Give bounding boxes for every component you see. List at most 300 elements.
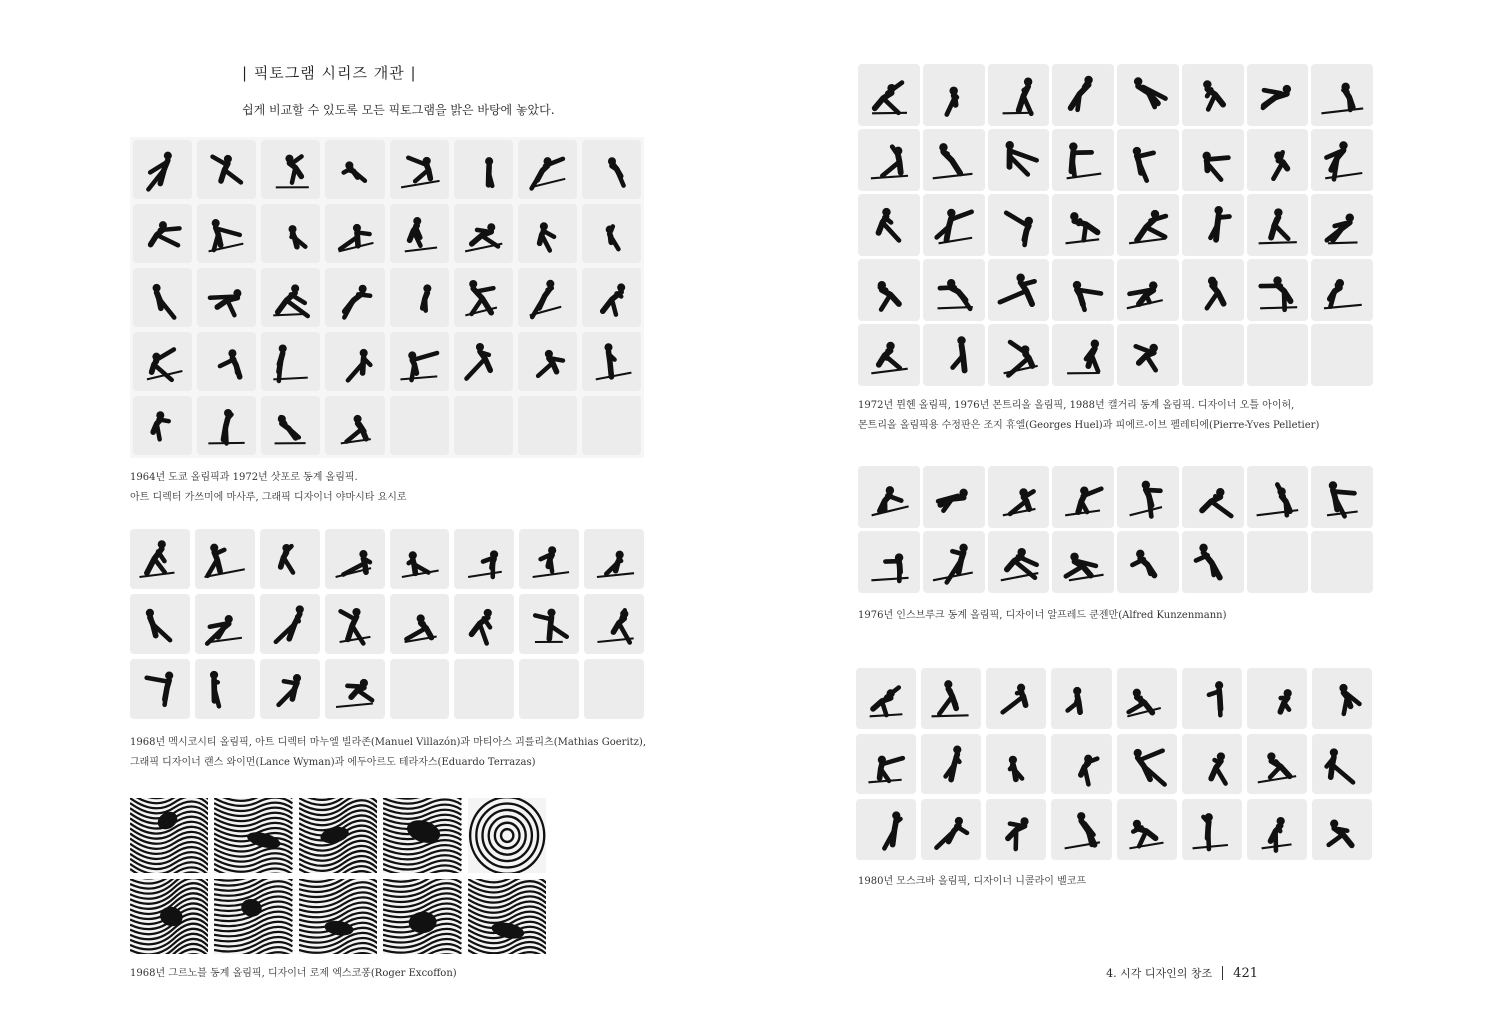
munich-pictogram-17 <box>858 194 920 256</box>
munich-empty-cell <box>1247 324 1309 386</box>
tokyo-pictogram-27 <box>261 332 320 391</box>
innsbruck-pictogram-icon <box>1189 473 1236 520</box>
moscow-pictogram-3 <box>986 668 1046 729</box>
moscow-pictogram-5 <box>1117 668 1177 729</box>
innsbruck-pictogram-icon <box>1319 473 1366 520</box>
mexico-pictogram-grid <box>130 529 644 719</box>
innsbruck-pictogram-9 <box>858 531 920 593</box>
grenoble-pictogram-4 <box>383 798 461 873</box>
tokyo-pictogram-34 <box>197 396 256 455</box>
tokyo-pictogram-icon <box>461 211 506 256</box>
grenoble-pictogram-icon <box>130 879 208 954</box>
grenoble-pictogram-icon <box>383 798 461 873</box>
munich-pictogram-icon <box>865 136 912 183</box>
moscow-pictogram-13 <box>1117 734 1177 795</box>
page-heading: | 픽토그램 시리즈 개관 | <box>242 64 417 82</box>
munich-pictogram-16 <box>1311 129 1373 191</box>
innsbruck-pictogram-icon <box>865 538 912 585</box>
tokyo-pictogram-22 <box>454 268 513 327</box>
munich-pictogram-18 <box>923 194 985 256</box>
tokyo-pictogram-icon <box>397 275 442 320</box>
moscow-pictogram-18 <box>921 799 981 860</box>
tokyo-pictogram-35 <box>261 396 320 455</box>
tokyo-pictogram-31 <box>518 332 577 391</box>
mexico-empty-cell <box>519 659 579 719</box>
innsbruck-pictogram-12 <box>1052 531 1114 593</box>
mexico-pictogram-10 <box>195 594 255 654</box>
tokyo-empty-cell <box>582 396 641 455</box>
munich-pictogram-37 <box>1182 194 1244 256</box>
tokyo-pictogram-icon <box>204 339 249 384</box>
tokyo-pictogram-icon <box>332 275 377 320</box>
moscow-pictogram-icon <box>1319 741 1365 787</box>
tokyo-empty-cell <box>390 396 449 455</box>
mexico-pictogram-icon <box>137 601 183 647</box>
tokyo-pictogram-icon <box>397 211 442 256</box>
moscow-pictogram-icon <box>1189 807 1235 853</box>
tokyo-pictogram-13 <box>390 204 449 263</box>
munich-pictogram-20 <box>1052 194 1114 256</box>
munich-pictogram-27 <box>1311 259 1373 321</box>
tokyo-pictogram-19 <box>261 268 320 327</box>
moscow-pictogram-icon <box>993 741 1039 787</box>
innsbruck-pictogram-6 <box>1182 466 1244 528</box>
munich-pictogram-icon <box>930 266 977 313</box>
tokyo-pictogram-icon <box>204 275 249 320</box>
tokyo-pictogram-icon <box>268 403 313 448</box>
moscow-pictogram-8 <box>1312 668 1372 729</box>
innsbruck-pictogram-1 <box>858 466 920 528</box>
moscow-caption <box>858 872 1086 892</box>
moscow-pictogram-icon <box>1254 675 1300 721</box>
munich-pictogram-1 <box>858 64 920 126</box>
tokyo-caption <box>130 468 407 508</box>
tokyo-pictogram-icon <box>332 147 377 192</box>
munich-pictogram-icon <box>1060 331 1107 378</box>
tokyo-pictogram-20 <box>325 268 384 327</box>
innsbruck-pictogram-icon <box>865 473 912 520</box>
moscow-pictogram-grid <box>856 668 1372 860</box>
munich-pictogram-icon <box>995 201 1042 248</box>
moscow-caption-line1: 1980년 모스크바 올림픽, 디자이너 니콜라이 벨코프 <box>858 876 1087 887</box>
tokyo-pictogram-23 <box>518 268 577 327</box>
tokyo-pictogram-11 <box>261 204 320 263</box>
moscow-pictogram-1 <box>856 668 916 729</box>
munich-pictogram-icon <box>1254 136 1301 183</box>
munich-pictogram-36 <box>1247 194 1309 256</box>
munich-pictogram-30 <box>1117 259 1179 321</box>
moscow-pictogram-icon <box>1254 807 1300 853</box>
munich-pictogram-8 <box>1311 64 1373 126</box>
tokyo-pictogram-24 <box>582 268 641 327</box>
innsbruck-pictogram-14 <box>1182 531 1244 593</box>
munich-pictogram-19 <box>988 194 1050 256</box>
mexico-pictogram-19 <box>260 659 320 719</box>
munich-pictogram-icon <box>1319 201 1366 248</box>
mexico-pictogram-9 <box>130 594 190 654</box>
tokyo-pictogram-33 <box>133 396 192 455</box>
moscow-pictogram-icon <box>928 741 974 787</box>
moscow-pictogram-21 <box>1117 799 1177 860</box>
mexico-empty-cell <box>454 659 514 719</box>
mexico-pictogram-icon <box>526 601 572 647</box>
page-number: 421 <box>1233 965 1258 981</box>
tokyo-pictogram-icon <box>525 275 570 320</box>
tokyo-pictogram-5 <box>390 140 449 199</box>
innsbruck-pictogram-icon <box>995 473 1042 520</box>
munich-pictogram-icon <box>1189 266 1236 313</box>
munich-pictogram-15 <box>1247 129 1309 191</box>
mexico-pictogram-16 <box>584 594 644 654</box>
munich-pictogram-icon <box>995 71 1042 118</box>
innsbruck-pictogram-grid <box>858 466 1373 593</box>
tokyo-pictogram-icon <box>525 147 570 192</box>
mexico-pictogram-17 <box>130 659 190 719</box>
mexico-pictogram-icon <box>591 601 637 647</box>
mexico-pictogram-icon <box>397 536 443 582</box>
moscow-pictogram-7 <box>1247 668 1307 729</box>
tokyo-pictogram-14 <box>454 204 513 263</box>
mexico-pictogram-icon <box>202 601 248 647</box>
tokyo-pictogram-grid <box>130 137 644 458</box>
tokyo-pictogram-icon <box>268 339 313 384</box>
moscow-pictogram-icon <box>993 807 1039 853</box>
tokyo-pictogram-icon <box>268 147 313 192</box>
mexico-pictogram-15 <box>519 594 579 654</box>
innsbruck-pictogram-icon <box>1189 538 1236 585</box>
munich-pictogram-25 <box>923 324 985 386</box>
munich-pictogram-icon <box>1254 201 1301 248</box>
munich-pictogram-icon <box>865 266 912 313</box>
grenoble-pictogram-1 <box>130 798 208 873</box>
grenoble-pictogram-8 <box>299 879 377 954</box>
mexico-pictogram-icon <box>202 536 248 582</box>
moscow-pictogram-15 <box>1247 734 1307 795</box>
page-footer <box>1106 965 1258 981</box>
innsbruck-pictogram-icon <box>930 538 977 585</box>
grenoble-pictogram-6 <box>130 879 208 954</box>
munich-pictogram-icon <box>1319 136 1366 183</box>
tokyo-pictogram-icon <box>140 275 185 320</box>
tokyo-pictogram-icon <box>461 147 506 192</box>
grenoble-pictogram-icon <box>383 879 461 954</box>
tokyo-pictogram-16 <box>582 204 641 263</box>
munich-pictogram-4 <box>1052 64 1114 126</box>
tokyo-pictogram-icon <box>589 275 634 320</box>
mexico-pictogram-icon <box>462 536 508 582</box>
mexico-pictogram-12 <box>325 594 385 654</box>
tokyo-pictogram-icon <box>140 403 185 448</box>
tokyo-pictogram-icon <box>525 211 570 256</box>
munich-pictogram-33 <box>923 259 985 321</box>
munich-pictogram-icon <box>930 331 977 378</box>
mexico-pictogram-7 <box>519 529 579 589</box>
munich-pictogram-26 <box>858 324 920 386</box>
munich-empty-cell <box>1311 324 1373 386</box>
grenoble-pictogram-icon <box>214 879 292 954</box>
moscow-pictogram-12 <box>1051 734 1111 795</box>
munich-pictogram-14 <box>1182 129 1244 191</box>
mexico-pictogram-4 <box>325 529 385 589</box>
grenoble-pictogram-icon <box>214 798 292 873</box>
munich-pictogram-icon <box>1189 136 1236 183</box>
moscow-pictogram-20 <box>1051 799 1111 860</box>
moscow-pictogram-23 <box>1247 799 1307 860</box>
tokyo-pictogram-21 <box>390 268 449 327</box>
munich-pictogram-icon <box>1124 266 1171 313</box>
tokyo-pictogram-icon <box>461 275 506 320</box>
munich-pictogram-icon <box>995 266 1042 313</box>
grenoble-pictogram-2 <box>214 798 292 873</box>
mexico-pictogram-icon <box>137 666 183 712</box>
munich-pictogram-21 <box>1117 194 1179 256</box>
mexico-pictogram-11 <box>260 594 320 654</box>
innsbruck-caption <box>858 606 1227 626</box>
mexico-empty-cell <box>390 659 450 719</box>
moscow-pictogram-icon <box>928 675 974 721</box>
grenoble-caption-line1: 1968년 그르노블 동계 올림픽, 디자이너 로제 엑스코퐁(Roger Excoffon) <box>130 968 457 979</box>
munich-pictogram-24 <box>988 324 1050 386</box>
moscow-pictogram-24 <box>1312 799 1372 860</box>
tokyo-pictogram-icon <box>332 403 377 448</box>
moscow-pictogram-10 <box>921 734 981 795</box>
grenoble-pictogram-icon <box>468 879 546 954</box>
moscow-pictogram-22 <box>1182 799 1242 860</box>
munich-pictogram-35 <box>1311 194 1373 256</box>
mexico-pictogram-icon <box>462 601 508 647</box>
moscow-pictogram-11 <box>986 734 1046 795</box>
moscow-pictogram-icon <box>1319 675 1365 721</box>
munich-pictogram-icon <box>1060 71 1107 118</box>
tokyo-pictogram-icon <box>268 275 313 320</box>
tokyo-pictogram-9 <box>133 204 192 263</box>
tokyo-pictogram-icon <box>140 211 185 256</box>
munich-pictogram-6 <box>1182 64 1244 126</box>
mexico-caption-line2: 그래픽 디자이너 랜스 와이먼(Lance Wyman)과 에두아르도 테라자스(Eduardo Terrazas) <box>130 757 536 768</box>
moscow-pictogram-4 <box>1051 668 1111 729</box>
tokyo-pictogram-29 <box>390 332 449 391</box>
grenoble-pictogram-grid <box>130 798 546 954</box>
moscow-pictogram-icon <box>1059 807 1105 853</box>
innsbruck-pictogram-icon <box>1124 538 1171 585</box>
tokyo-pictogram-32 <box>582 332 641 391</box>
tokyo-pictogram-icon <box>397 147 442 192</box>
munich-pictogram-icon <box>1124 331 1171 378</box>
grenoble-pictogram-7 <box>214 879 292 954</box>
tokyo-pictogram-30 <box>454 332 513 391</box>
grenoble-pictogram-9 <box>383 879 461 954</box>
innsbruck-pictogram-4 <box>1052 466 1114 528</box>
mexico-pictogram-icon <box>267 536 313 582</box>
munich-caption-line1: 1972년 뮌헨 올림픽, 1976년 몬트리올 올림픽, 1988년 캘거리 동계 올림픽. 디자이너 오틀 아이허, <box>858 400 1295 411</box>
mexico-empty-cell <box>584 659 644 719</box>
innsbruck-pictogram-icon <box>930 473 977 520</box>
tokyo-pictogram-1 <box>133 140 192 199</box>
moscow-pictogram-icon <box>1319 807 1365 853</box>
tokyo-empty-cell <box>454 396 513 455</box>
page-subtitle: 쉽게 비교할 수 있도록 모든 픽토그램을 밝은 바탕에 놓았다. <box>242 103 555 117</box>
moscow-pictogram-icon <box>928 807 974 853</box>
grenoble-pictogram-icon <box>299 879 377 954</box>
munich-empty-cell <box>1182 324 1244 386</box>
tokyo-pictogram-icon <box>397 339 442 384</box>
mexico-pictogram-1 <box>130 529 190 589</box>
munich-pictogram-icon <box>930 201 977 248</box>
tokyo-pictogram-icon <box>140 147 185 192</box>
munich-pictogram-icon <box>930 136 977 183</box>
munich-pictogram-2 <box>923 64 985 126</box>
munich-pictogram-icon <box>865 331 912 378</box>
moscow-pictogram-19 <box>986 799 1046 860</box>
munich-pictogram-icon <box>1060 201 1107 248</box>
munich-pictogram-grid <box>858 64 1373 386</box>
munich-pictogram-22 <box>1117 324 1179 386</box>
munich-pictogram-icon <box>1319 266 1366 313</box>
grenoble-pictogram-10 <box>468 879 546 954</box>
tokyo-pictogram-4 <box>325 140 384 199</box>
munich-pictogram-icon <box>1060 266 1107 313</box>
moscow-pictogram-icon <box>863 741 909 787</box>
munich-pictogram-9 <box>858 129 920 191</box>
innsbruck-caption-line1: 1976년 인스브루크 동계 올림픽, 디자이너 알프레드 쿤젠만(Alfred Kunzenmann) <box>858 610 1227 621</box>
munich-pictogram-icon <box>995 331 1042 378</box>
munich-pictogram-32 <box>988 259 1050 321</box>
munich-pictogram-icon <box>1060 136 1107 183</box>
innsbruck-pictogram-icon <box>1254 473 1301 520</box>
moscow-pictogram-16 <box>1312 734 1372 795</box>
moscow-pictogram-icon <box>1254 741 1300 787</box>
tokyo-pictogram-25 <box>133 332 192 391</box>
tokyo-pictogram-28 <box>325 332 384 391</box>
munich-pictogram-icon <box>1319 71 1366 118</box>
munich-pictogram-icon <box>930 71 977 118</box>
grenoble-pictogram-3 <box>299 798 377 873</box>
munich-pictogram-icon <box>995 136 1042 183</box>
mexico-pictogram-icon <box>137 536 183 582</box>
mexico-pictogram-icon <box>332 536 378 582</box>
munich-pictogram-icon <box>865 71 912 118</box>
tokyo-pictogram-icon <box>140 339 185 384</box>
mexico-pictogram-3 <box>260 529 320 589</box>
tokyo-caption-line2: 아트 디렉터 가쓰미에 마사루, 그래픽 디자이너 야마시타 요시로 <box>130 492 407 503</box>
munich-pictogram-7 <box>1247 64 1309 126</box>
munich-pictogram-icon <box>1254 71 1301 118</box>
moscow-pictogram-17 <box>856 799 916 860</box>
moscow-pictogram-14 <box>1182 734 1242 795</box>
moscow-pictogram-icon <box>1059 741 1105 787</box>
innsbruck-pictogram-5 <box>1117 466 1179 528</box>
tokyo-pictogram-icon <box>268 211 313 256</box>
innsbruck-pictogram-icon <box>1060 473 1107 520</box>
tokyo-pictogram-36 <box>325 396 384 455</box>
footer-divider <box>1222 966 1223 980</box>
moscow-pictogram-icon <box>1124 675 1170 721</box>
munich-pictogram-10 <box>923 129 985 191</box>
grenoble-pictogram-icon <box>299 798 377 873</box>
innsbruck-empty-cell <box>1247 531 1309 593</box>
mexico-pictogram-18 <box>195 659 255 719</box>
innsbruck-pictogram-8 <box>1311 466 1373 528</box>
innsbruck-pictogram-11 <box>988 531 1050 593</box>
mexico-pictogram-6 <box>454 529 514 589</box>
munich-pictogram-12 <box>1052 129 1114 191</box>
tokyo-caption-line1: 1964년 도쿄 올림픽과 1972년 삿포로 동계 올림픽. <box>130 472 358 483</box>
innsbruck-pictogram-3 <box>988 466 1050 528</box>
moscow-pictogram-2 <box>921 668 981 729</box>
grenoble-caption <box>130 964 457 984</box>
innsbruck-pictogram-icon <box>1060 538 1107 585</box>
munich-pictogram-3 <box>988 64 1050 126</box>
grenoble-pictogram-icon <box>130 798 208 873</box>
munich-pictogram-13 <box>1117 129 1179 191</box>
tokyo-pictogram-10 <box>197 204 256 263</box>
tokyo-empty-cell <box>518 396 577 455</box>
tokyo-pictogram-icon <box>204 403 249 448</box>
mexico-pictogram-icon <box>267 601 313 647</box>
tokyo-pictogram-7 <box>518 140 577 199</box>
innsbruck-pictogram-10 <box>923 531 985 593</box>
tokyo-pictogram-18 <box>197 268 256 327</box>
moscow-pictogram-icon <box>863 807 909 853</box>
tokyo-pictogram-icon <box>525 339 570 384</box>
munich-pictogram-icon <box>1254 266 1301 313</box>
mexico-pictogram-icon <box>202 666 248 712</box>
mexico-pictogram-icon <box>332 601 378 647</box>
munich-pictogram-31 <box>1052 259 1114 321</box>
tokyo-pictogram-icon <box>461 339 506 384</box>
tokyo-pictogram-6 <box>454 140 513 199</box>
mexico-pictogram-13 <box>390 594 450 654</box>
munich-pictogram-icon <box>1124 71 1171 118</box>
tokyo-pictogram-17 <box>133 268 192 327</box>
munich-caption <box>858 396 1319 436</box>
mexico-pictogram-2 <box>195 529 255 589</box>
grenoble-pictogram-5 <box>468 798 546 873</box>
moscow-pictogram-icon <box>993 675 1039 721</box>
moscow-pictogram-icon <box>1124 807 1170 853</box>
munich-pictogram-28 <box>1247 259 1309 321</box>
grenoble-pictogram-icon <box>468 798 546 873</box>
tokyo-pictogram-26 <box>197 332 256 391</box>
tokyo-pictogram-icon <box>589 211 634 256</box>
mexico-pictogram-5 <box>390 529 450 589</box>
moscow-pictogram-6 <box>1182 668 1242 729</box>
moscow-pictogram-icon <box>1059 675 1105 721</box>
munich-pictogram-icon <box>865 201 912 248</box>
munich-pictogram-34 <box>858 259 920 321</box>
mexico-pictogram-icon <box>332 666 378 712</box>
innsbruck-pictogram-icon <box>995 538 1042 585</box>
tokyo-pictogram-icon <box>204 147 249 192</box>
innsbruck-pictogram-13 <box>1117 531 1179 593</box>
innsbruck-pictogram-7 <box>1247 466 1309 528</box>
moscow-pictogram-icon <box>1124 741 1170 787</box>
moscow-pictogram-icon <box>863 675 909 721</box>
mexico-pictogram-icon <box>397 601 443 647</box>
tokyo-pictogram-2 <box>197 140 256 199</box>
munich-pictogram-icon <box>1124 201 1171 248</box>
munich-pictogram-icon <box>1189 201 1236 248</box>
chapter-title: 4. 시각 디자인의 창조 <box>1106 967 1213 980</box>
mexico-pictogram-icon <box>526 536 572 582</box>
tokyo-pictogram-icon <box>589 339 634 384</box>
tokyo-pictogram-icon <box>332 211 377 256</box>
tokyo-pictogram-8 <box>582 140 641 199</box>
innsbruck-empty-cell <box>1311 531 1373 593</box>
mexico-pictogram-14 <box>454 594 514 654</box>
moscow-pictogram-icon <box>1189 741 1235 787</box>
munich-caption-line2: 몬트리올 올림픽용 수정판은 조지 휴엘(Georges Huel)과 피에르-이브 펠레티에(Pierre-Yves Pelletier) <box>858 420 1320 431</box>
